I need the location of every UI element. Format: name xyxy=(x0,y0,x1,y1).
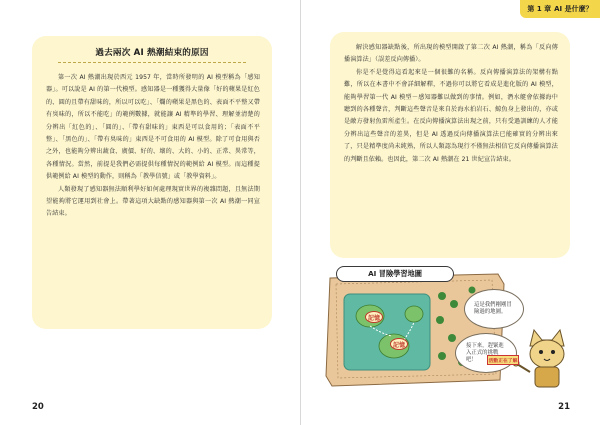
left-body-text xyxy=(46,72,260,221)
left-text-panel xyxy=(32,36,272,329)
paragraph: 你是不是覺得這看起來是一個很難的名稱。反向傳播演算法的架構有點難，所以在本書中不會詳細解釋，不過你可以將它看成是進化版的 AI 模型，能夠學習第一代 AI 模型－感知器難以做到的事情。例如，潛水艇會依據海中聽到的各種聲音，判斷這些聲音是來自於海水拍岩石、鯨魚身上發出的，亦或是敵方發射魚雷所產生。在反向傳播演算法出現之前，只有受過訓練的人才能分辨出這些聲音的差異，但是 AI 透過反向傳播演算法已能確實的分辨出來了，只是精準度尚未純熟，所以人類認為現行不僅無法相信它反向傳播演算法的判斷且依賴。也因此，第二次 AI 熱潮在 21 世紀宣告結束。 xyxy=(344,68,558,163)
right-body-text xyxy=(344,42,558,166)
speech-bubble xyxy=(455,333,517,373)
chapter-title: AI 是什麼？ xyxy=(554,5,593,13)
map-svg xyxy=(322,268,572,390)
treasure-sign: 活動正在了解 xyxy=(487,355,519,365)
paragraph: 解決感知器缺點後，所出現的模型開啟了第二次 AI 熱潮，稱為「反向傳播演算法」（誤差反向傳播）。 xyxy=(344,44,558,64)
chapter-number: 第 1 章 xyxy=(527,5,552,13)
paragraph: 第一次 AI 熱潮出現於西元 1957 年，當時所發明的 AI 模型稱為「感知器」。可以說是 AI 的第一代模型。感知器是一種獲得大量像「好的蘋果是紅色的、圓的且帶有甜味的，所以可以吃」、「爛的蘋果是黑色的、表面不平整又帶有臭味的，所以不能吃」的範例數據，就能讓 AI 精準的學習、理解並清楚的分辨出「紅色的」、「圓的」、「帶有甜味的」東西是可以食用的；「表面不平整」、「黑色的」、「帶有臭味的」東西是不可食用的 AI 模型。除了可食用與否之外，也能夠分辨出蔬食、廣價、好的、壞的、大的、小的、正常、異常等，各種情況。當然，前提是我們必需提供每種情況的範例給 AI 模型。而這種提供範例給 AI 模型的動作，則稱為「教學信號」或「教學資料」。 xyxy=(46,74,260,181)
cat-mascot-icon xyxy=(513,330,564,387)
paragraph: 人類發現了感知器無法順利學好如何處理現實世界的複雜問題，且無法期望能夠將它運用到社會上。帶著這項大缺點的感知器與第一次 AI 熱潮一同宣告結束。 xyxy=(46,185,260,218)
island-label: 記憶 xyxy=(365,311,383,323)
right-text-panel xyxy=(330,32,570,258)
page-number-left: 20 xyxy=(32,402,44,412)
page-number-right: 21 xyxy=(558,402,570,412)
bubble-text: 接下來，趕緊進入正式的挑戰吧！ xyxy=(466,342,504,363)
chapter-tab xyxy=(520,0,600,18)
section-title: 過去兩次 AI 熱潮結束的原因 xyxy=(95,48,209,58)
adventure-map-illustration xyxy=(322,268,572,390)
island-label: 記憶 xyxy=(390,338,408,350)
title-divider xyxy=(58,62,246,63)
speech-bubble xyxy=(464,289,524,329)
map-title-tag: AI 冒險學習地圖 xyxy=(336,266,454,282)
bubble-text: 這是我們剛剛冒險過的地圖。 xyxy=(474,302,512,315)
